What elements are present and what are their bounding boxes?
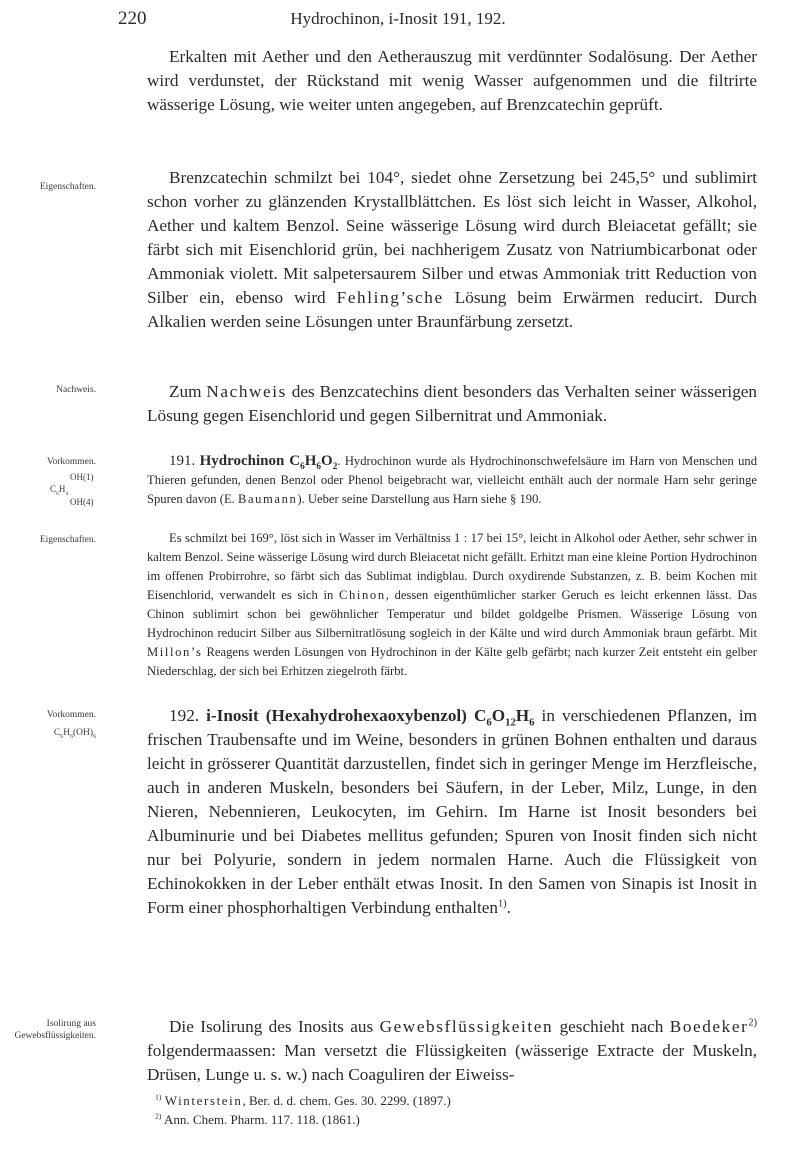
footnote-1 — [147, 1091, 757, 1110]
structural-formula-oh1: OH(1) — [70, 472, 94, 482]
paragraph-text: ). Ueber seine Darstellung aus Harn siehe § 190. — [297, 492, 542, 506]
compound-name: Chinon — [339, 588, 386, 602]
paragraph-text: Es schmilzt bei 169°, löst sich in Wasser im Verhältniss 1 : 17 bei 15°, leicht in Alkohol oder Aether, sehr schwer in kaltem Benzol. Seine wässerige Lösung wird durch Bleiacetat nicht gefällt. Erhitzt man eine kleine Portion Hydrochinon im offenen Probirrohre, so färbt sich das Sublimat indigblau. Durch oxydirende Substanzen, z. B. beim Kochen mit Eisenchlorid, verwandelt es sich in — [147, 531, 757, 602]
paragraph-hydrochinon — [147, 452, 757, 509]
margin-note-eigenschaften: Eigenschaften. — [39, 182, 96, 192]
person-name: Boedeker — [669, 1017, 749, 1036]
paragraph-hydrochinon-properties — [147, 529, 757, 681]
margin-note-vorkommen-2: Vorkommen. — [46, 710, 96, 720]
paragraph-inosit — [147, 704, 757, 920]
paragraph-text: Lösung beim Erwärmen reducirt. Durch Alkalien werden seine Lösungen unter Braunfärbung zersetzt. — [147, 288, 758, 331]
person-name: Millon’s — [147, 645, 203, 659]
section-number: 192. — [169, 706, 200, 725]
person-name: Baumann — [237, 492, 298, 506]
margin-note-isolirung: Isolirung aus Gewebsflüssigkeiten. — [14, 1019, 96, 1041]
margin-note-nachweis: Nachweis. — [56, 385, 96, 395]
paragraph-text: Reagens werden Lösungen von Hydrochinon in der Kälte gelb gefärbt; nach kurzer Zeit entsteht ein gelber Niederschlag, der sich bei Erhitzen ziegelroth färbt. — [147, 645, 757, 678]
structural-formula-inosit: $C_6H_6(OH)_6$ — [53, 728, 96, 740]
paragraph-text: folgendermaassen: Man versetzt die Flüssigkeiten (wässerige Extracte der Muskeln, Drüsen, Lunge u. s. w.) nach Coaguliren der Eiweiss- — [147, 1041, 757, 1084]
footnote-mark: 2) — [155, 1111, 162, 1121]
paragraph-text: Die Isolirung des Inosits aus — [169, 1017, 374, 1036]
running-header — [118, 8, 678, 34]
footnote-author: Winterstein — [164, 1093, 243, 1108]
paragraph-text: in verschiedenen Pflanzen, im frischen Traubensafte und im Weine, besonders in grünen Bohnen enthalten und daraus leicht in grösserer Quantität darzustellen, findet sich in geringer Menge im Herzfleische, auch in anderen Muskeln, besonders bei Säufern, in der Leber, Milz, Lunge, in den Nieren, Nebennieren, Leukocyten, im Gehirn. Im Harne ist Inosit besonders bei Albuminurie und bei Diabetes mellitus gefunden; Spuren von Inosit finden sich nicht nur bei Polyurie, sondern in jedem normalen Harne. Auch die Flüssigkeit von Echinokokken in der Leber enthält etwas Inosit. In den Samen von Sinapis ist Inosit in Form einer phosphorhaltigen Verbindung enthalten — [147, 706, 758, 917]
emphasized-term: Gewebsflüssigkeiten — [379, 1017, 554, 1036]
margin-note-eigenschaften-2: Eigenschaften. — [39, 535, 96, 545]
paragraph-text: geschieht nach — [559, 1017, 664, 1036]
paragraph-isolirung — [147, 1015, 757, 1087]
paragraph-text: Erkalten mit Aether und den Aetherauszug mit verdünnter Sodalösung. Der Aether wird verdunstet, der Rückstand mit wenig Wasser aufgenommen und die filtrirte wässerige Lösung, wie weiter unten angegeben, auf Brenzcatechin geprüft. — [147, 47, 757, 114]
paragraph-brenzcatechin-properties — [147, 166, 757, 334]
paragraph-text: . — [506, 898, 511, 917]
structural-formula-core: $C_6H_4$ — [50, 484, 69, 497]
footnotes — [147, 1091, 757, 1129]
paragraph-extraction — [147, 45, 757, 117]
section-heading: i-Inosit (Hexahydrohexaoxybenzol) $C_6O_{12}H_6$ — [206, 706, 535, 729]
person-name: Fehling’sche — [336, 288, 444, 307]
page-number: 220 — [118, 8, 147, 29]
margin-note-vorkommen: Vorkommen. — [46, 457, 96, 467]
paragraph-nachweis — [147, 380, 757, 428]
footnote-2 — [147, 1110, 757, 1129]
footnote-mark: 1) — [155, 1092, 162, 1102]
section-number: 191. — [169, 453, 196, 469]
structural-formula-oh4: OH(4) — [70, 497, 94, 507]
section-heading: Hydrochinon $C_6H_6O_2$ — [199, 453, 338, 472]
footnote-ref-2[interactable]: 2) — [748, 1017, 757, 1029]
footnote-text: Ann. Chem. Pharm. 117. 118. (1861.) — [164, 1112, 360, 1127]
footnote-ref-1[interactable]: 1) — [498, 898, 507, 910]
paragraph-text: Brenzcatechin schmilzt bei 104°, siedet ohne Zersetzung bei 245,5° und sublimirt schon vorher zu glänzenden Krystallblättchen. Es löst sich leicht in Wasser, Alkohol, Aether und kaltem Benzol. Seine wässerige Lösung wird durch Bleiacetat gefällt; sie färbt sich mit Eisenchlorid grün, bei nachherigem Zusatz von Natriumbicarbonat oder Ammoniak violett. Mit salpetersaurem Silber und etwas Ammoniak tritt Reduction von Silber ein, ebenso wird — [147, 168, 757, 307]
running-title: Hydrochinon, i-Inosit 191, 192. — [290, 9, 506, 28]
paragraph-text: , dessen eigenthümlicher starker Geruch es leicht erkennen lässt. Das Chinon sublimirt schon bei gewöhnlicher Temperatur und bildet goldgelbe Prismen. Wässerige Lösung von Hydrochinon reducirt Silber aus Silbernitratlösung sogleich in der Kälte und wird durch Ammoniak braun gefärbt. Mit — [147, 588, 757, 640]
emphasized-term: Nachweis — [206, 382, 287, 401]
paragraph-text: . Hydrochinon wurde als Hydrochinonschwefelsäure im Harn von Menschen und Thieren gefunden, denen Benzol oder Phenol beigebracht war, vielleicht enthält auch der normale Harn sehr geringe Spuren davon (E. — [147, 454, 757, 506]
paragraph-text: des Benzcatechins dient besonders das Verhalten seiner wässerigen Lösung gegen Eisenchlorid und gegen Silbernitrat und Ammoniak. — [147, 382, 758, 425]
footnote-text: , Ber. d. d. chem. Ges. 30. 2299. (1897.) — [242, 1093, 451, 1108]
paragraph-text: Zum — [169, 382, 202, 401]
